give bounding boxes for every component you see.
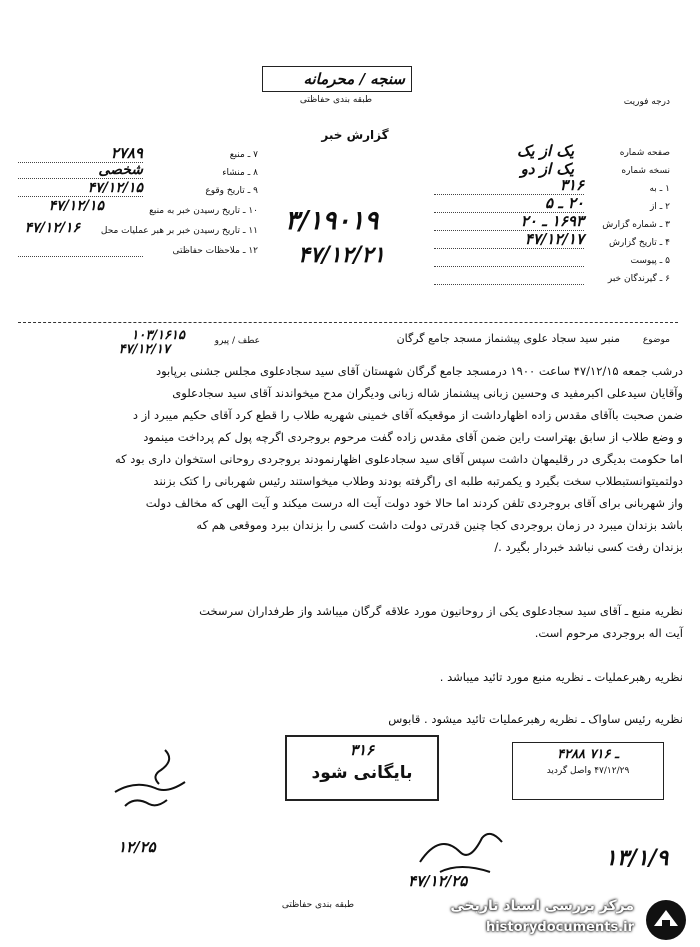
left-field-value: ۴۷/۱۲/۱۵ [18, 180, 143, 197]
body-line: ضمن صحبت باآقای مقدس زاده اظهارداشت از موقعیکه آقای خمینی شهریه طلاب را قطع کرد آقای حکیم میبرد از د [132, 408, 683, 422]
left-field-label: ۸ ـ منشاء [222, 168, 258, 178]
receipt-text: واصل گردید [546, 766, 592, 776]
left-field-value: شخصی [18, 162, 143, 179]
left-field-label: ۱۰ ـ تاریخ رسیدن خبر به منبع [149, 206, 258, 216]
right-field-value: ۳۱۶ [434, 176, 584, 195]
body-line: باشد بزندان میبرد در زمان بروجردی کجا چنین قدرتی دولت داشت کسی را بزندان ببرد وموقعی هم که [196, 518, 683, 532]
right-field-label: ۳ ـ شماره گزارش [602, 220, 670, 230]
source-opinion: نظریه منبع ـ آقای سید سجادعلوی یکی از روحانیون مورد علاقه گرگان میباشد واز طرفداران سرسخت [199, 604, 683, 618]
ops-opinion: نظریه رهبرعملیات ـ نظریه منبع مورد تائید میباشد . [439, 670, 683, 684]
right-fields [380, 142, 670, 288]
right-field-value: ۱۶۹۳ ـ ۲۰ [434, 212, 584, 231]
classification-stamp-text: سنجه / محرمانه [303, 70, 405, 88]
right-field-label: نسخه شماره [621, 166, 670, 176]
right-field-value: یک از یک [516, 142, 574, 160]
watermark-url: historydocuments.ir [485, 920, 634, 935]
right-field-label: ۱ ـ به [649, 184, 670, 194]
archive-number: ۳۱۶ [349, 741, 375, 759]
ref-label: عطف / پیرو [214, 336, 260, 346]
left-fields [18, 144, 258, 270]
footer-classification-label: طبقه بندی حفاظتی [281, 900, 355, 910]
right-field-label: ۶ ـ گیرندگان خبر [607, 274, 670, 284]
left-field-label: ۱۲ ـ ملاحظات حفاظتی [172, 246, 258, 256]
subject-rule-top [18, 322, 678, 323]
report-body [18, 360, 683, 558]
right-field-label: ۴ ـ تاریخ گزارش [608, 238, 670, 248]
source-opinion-cont: آیت اله بروجردی مرحوم است. [534, 626, 683, 640]
left-signature-date: ۱۲/۲۵ [118, 838, 156, 856]
right-number: ۱۳/۱/۹ [605, 845, 669, 871]
body-line: و وضع طلاب از سابق بهتراست راین ضمن آقای مقدس زاده گفت مرحوم بروجردی اگرچه پول کم پرداخت مینمود [143, 430, 683, 444]
middle-signature-date: ۴۷/۱۲/۲۵ [408, 872, 468, 890]
right-field-label: صفحه شماره [619, 148, 670, 158]
priority-label: درجه فوریت [623, 97, 670, 107]
left-field-value: ۴۷/۱۲/۱۵ [48, 198, 104, 214]
watermark-logo-icon [642, 898, 690, 942]
left-field-label: ۱۱ ـ تاریخ رسیدن خبر بر هبر عملیات محل [100, 226, 258, 236]
archive-text: بایگانی شود [311, 763, 413, 783]
body-line: وآقایان سیدعلی اکبرمفید ی وحسین زبانی پیشنماز شاله زبانی ودیگران مدح میخواندند آقای سید سجادعلوی [172, 386, 683, 400]
right-field-line [434, 266, 584, 267]
body-line: واز شهربانی برای آقای بروجردی تلفن کردند اما حالا خود دولت آیت اله درست میکند و آیت الهی که مخالف دولت [145, 496, 683, 510]
receipt-date: ۴۷/۱۲/۲۹ [594, 766, 630, 776]
ref-number: ۱۰۳/۱۶۱۵ [131, 328, 185, 343]
right-field-label: ۵ ـ پیوست [630, 256, 670, 266]
left-field-label: ۹ ـ تاریخ وقوع [205, 186, 258, 196]
left-field-line [18, 256, 143, 257]
center-number: ۳/۱۹۰۱۹ [285, 206, 379, 236]
classification-label: طبقه بندی حفاظتی [299, 95, 373, 105]
classification-stamp [262, 66, 412, 92]
right-field-line [434, 284, 584, 285]
watermark [410, 896, 696, 944]
left-field-value: ۴۷/۱۲/۱۶ [24, 220, 80, 236]
left-signature-icon [95, 740, 205, 830]
right-field-value: ۲۰ ـ ۵ [434, 194, 584, 213]
ops-opinion-text: نظریه منبع مورد تائید میباشد . [439, 670, 584, 684]
watermark-title: مرکز بررسی اسناد تاریخی [450, 898, 634, 914]
archive-stamp [285, 735, 439, 801]
right-field-value: ۴۷/۱۲/۱۷ [434, 230, 584, 249]
source-opinion-text: آقای سید سجادعلوی یکی از روحانیون مورد علاقه گرگان میباشد واز طرفداران سرسخت [199, 604, 622, 618]
left-field-value: ۲۷۸۹ [18, 144, 143, 163]
ops-opinion-label: نظریه رهبرعملیات [594, 670, 683, 684]
savak-opinion: نظریه رئیس ساواک ـ نظریه رهبرعملیات تائید میشود . قابوس [388, 712, 683, 726]
source-opinion-label: نظریه منبع [631, 604, 683, 618]
receipt-number: ۴۲۸۸ ـ ۷۱۶ [557, 747, 619, 762]
receipt-stamp [512, 742, 664, 800]
subject-label: موضوع [642, 335, 670, 345]
ref-date: ۴۷/۱۲/۱۷ [118, 342, 170, 357]
body-line: دولتمیتوانستبطلاب سخت بگیرد و یکمرتبه طلبه ای راگرفته بودند وطلاب میخواستند رئیس شهربانی را کتک بزنند [153, 474, 683, 488]
subject-text: منبر سید سجاد علوی پیشنماز مسجد جامع گرگان [396, 332, 620, 345]
right-field-value: یک از دو [520, 160, 574, 178]
body-line: بزندان رفت کسی نباشد خبردار بگیرد ./ [494, 540, 683, 554]
body-line: اما حکومت بدیگری در رقلیمهان داشت سپس آقای سید سجادعلوی اظهارنمودند بروجردی روحانی استخوان داری بود که [115, 452, 683, 466]
left-field-label: ۷ ـ منبع [229, 150, 258, 160]
body-line: درشب جمعه ۴۷/۱۲/۱۵ ساعت ۱۹۰۰ درمسجد جامع گرگان شهستان آقای سید سجادعلوی مجلس جشنی برپابود [155, 364, 683, 378]
receipt-line [513, 766, 663, 776]
savak-opinion-label: نظریه رئیس ساواک [588, 712, 683, 726]
right-field-label: ۲ ـ از [649, 202, 670, 212]
report-title: گزارش خبر [321, 128, 389, 142]
savak-opinion-text: نظریه رهبرعملیات تائید میشود . قابوس [388, 712, 578, 726]
center-date: ۴۷/۱۲/۲۱ [298, 242, 385, 268]
